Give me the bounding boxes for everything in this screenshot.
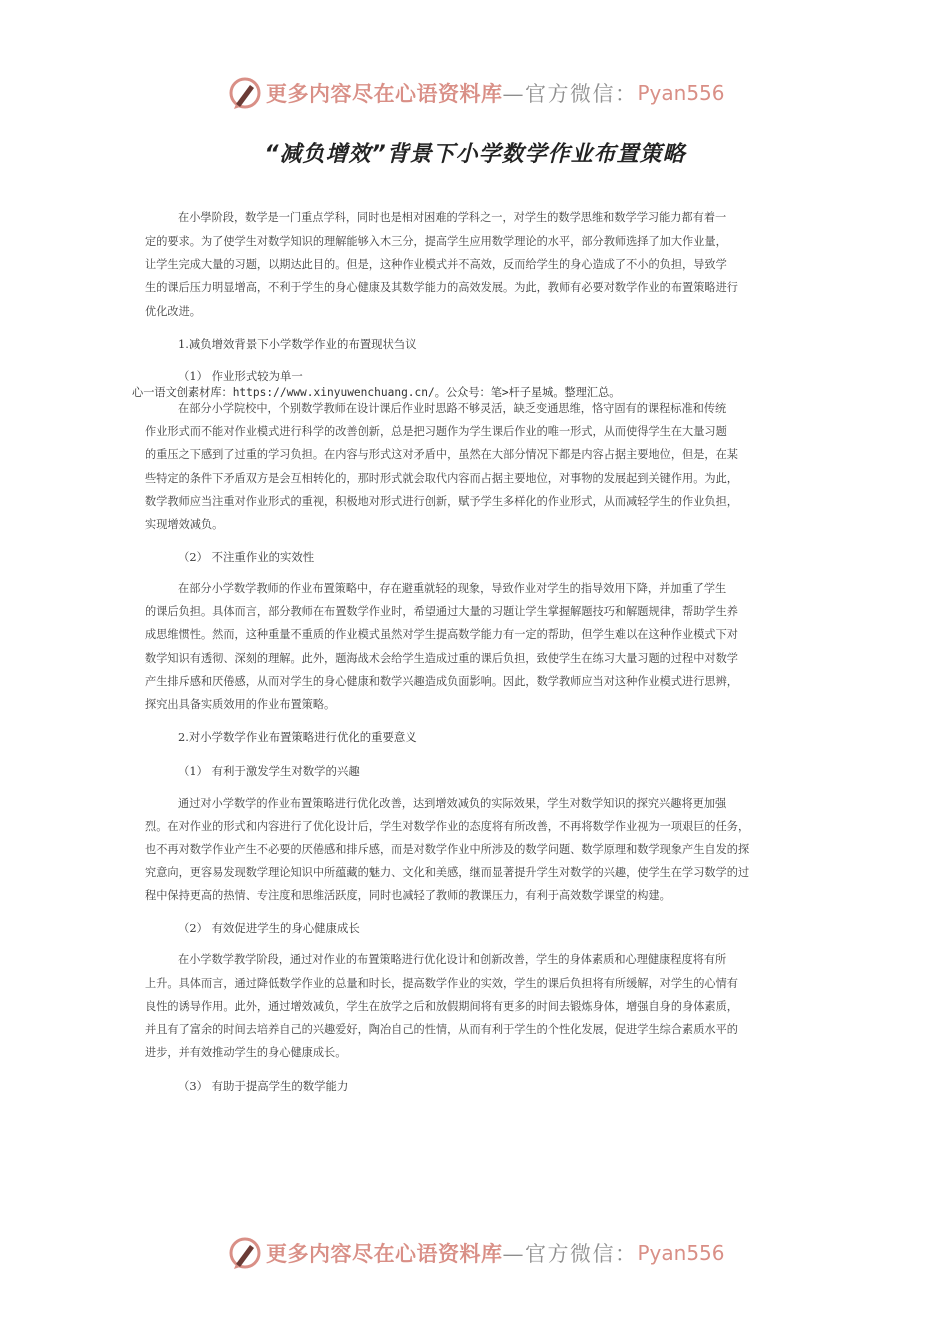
document-title: “减负增效”背景下小学数学作业布置策略 [264, 142, 686, 167]
body-line: 产生排斥感和厌倦感，从而对学生的身心健康和数学兴趣造成负面影响。因此，数学教师应当对这种作业模式进行思辨， [145, 675, 738, 688]
body-line: 优化改进。 [145, 305, 201, 318]
section-heading: 2.对小学数学作业布置策略进行优化的重要意义 [178, 730, 417, 744]
banner-content [228, 1233, 725, 1273]
body-line: 数学知识有透彻、深刻的理解。此外，题海战术会给学生造成过重的课后负担，致使学生在练习大量习题的过程中对数学 [145, 652, 738, 665]
body-line: 成思维惯性。然而，这种重量不重质的作业模式虽然对学生提高数学能力有一定的帮助，但学生难以在这种作业模式下对 [145, 628, 738, 641]
body-line: 的课后负担。具体而言，部分教师在布置数学作业时，希望通过大量的习题让学生掌握解题技巧和解题规律，帮助学生养 [145, 605, 738, 618]
banner-content [228, 73, 725, 113]
header-banner [0, 73, 950, 113]
banner-main-text: 更多内容尽在心语资料库 [266, 1241, 503, 1266]
body-line: 实现增效减负。 [145, 518, 224, 531]
body-line: 让学生完成大量的习题，以期达此目的。但是，这种作业模式并不高效，反而给学生的身心造成了不小的负担，导致学 [145, 258, 727, 271]
body-line: 的重压之下感到了过重的学习负担。在内容与形式这对矛盾中，虽然在大部分情况下都是内容占据主要地位，但是，在某 [145, 448, 738, 461]
body-line: 定的要求。为了使学生对数学知识的理解能够入木三分，提高学生应用数学理论的水平，部分教师选择了加大作业量， [145, 235, 727, 248]
banner-wechat-handle: Pyan556 [637, 81, 725, 105]
body-line: 作业形式而不能对作业模式进行科学的改善创新，总是把习题作为学生课后作业的唯一形式，从而使得学生在大量习题 [145, 425, 727, 438]
body-line: 通过对小学数学的作业布置策略进行优化改善，达到增效减负的实际效果，学生对数学知识的探究兴趣将更加强 [178, 797, 727, 810]
banner-wechat-handle: Pyan556 [637, 1241, 725, 1265]
body-line: 良性的诱导作用。此外，通过增效减负，学生在放学之后和放假期间将有更多的时间去锻炼身体，增强自身的身体素质， [145, 1000, 738, 1013]
body-line: 上升。具体而言，通过降低数学作业的总量和时长，提高数学作业的实效，学生的课后负担将有所缓解，对学生的心情有 [145, 977, 738, 990]
body-line: 数学教师应当注重对作业形式的重视，积极地对形式进行创新，赋予学生多样化的作业形式，从而减轻学生的作业负担， [145, 495, 738, 508]
body-line: 探究出具备实质效用的作业布置策略。 [145, 698, 336, 711]
body-line: 烈。在对作业的形式和内容进行了优化设计后，学生对数学作业的态度将有所改善，不再将数学作业视为一项艰巨的任务， [145, 820, 750, 833]
body-line: 些特定的条件下矛盾双方是会互相转化的，那时形式就会取代内容而占据主要地位，对事物的发展起到关键作用。为此， [145, 472, 738, 485]
subsection-heading: （2） 不注重作业的实效性 [178, 550, 315, 564]
subsection-heading: （2） 有效促进学生的身心健康成长 [178, 921, 360, 935]
body-line: 程中保持更高的热情、专注度和思维活跃度，同时也减轻了教师的教课压力，有利于高效数学课堂的构建。 [145, 889, 671, 902]
body-line: 究意向，更容易发现数学理论知识中所蕴藏的魅力、文化和美感，继而显著提升学生对数学的兴趣，使学生在学习数学的过 [145, 866, 750, 879]
body-line: 在小学数学教学阶段，通过对作业的布置策略进行优化设计和创新改善，学生的身体素质和心理健康程度将有所 [178, 953, 727, 966]
banner-wechat-label: —官方微信： [502, 82, 638, 106]
subsection-heading: （1） 有利于激发学生对数学的兴趣 [178, 764, 360, 778]
pen-logo-icon [228, 76, 262, 110]
body-line: 在小學阶段，数学是一门重点学科，同时也是相对困难的学科之一，对学生的数学思维和数学学习能力都有着一 [178, 211, 727, 224]
pen-logo-icon [228, 1236, 262, 1270]
body-line: 并且有了富余的时间去培养自己的兴趣爱好，陶冶自己的性情，从而有利于学生的个性化发展，促进学生综合素质水平的 [145, 1023, 738, 1036]
body-line: 在部分小学院校中，个别数学教师在设计课后作业时思路不够灵活，缺乏变通思维，恪守固有的课程标准和传统 [178, 402, 727, 415]
body-line: 进步，并有效推动学生的身心健康成长。 [145, 1046, 347, 1059]
subsection-heading: （3） 有助于提高学生的数学能力 [178, 1079, 349, 1093]
banner-wechat-label: —官方微信： [502, 1242, 638, 1266]
body-line: 生的课后压力明显增高，不利于学生的身心健康及其数学能力的高效发展。为此，教师有必要对数学作业的布置策略进行 [145, 281, 738, 294]
footer-banner [0, 1233, 950, 1273]
source-notice: 心一语文创素材库：https://www.xinyuwenchuang.cn/。公众号：笔>杆子星城。整理汇总。 [132, 386, 621, 399]
body-line: 也不再对数学作业产生不必要的厌倦感和排斥感，而是对数学作业中所涉及的数学问题、数学原理和数学现象产生自发的探 [145, 843, 750, 856]
section-heading: 1.减负增效背景下小学数学作业的布置现状刍议 [178, 337, 417, 351]
banner-main-text: 更多内容尽在心语资料库 [266, 81, 503, 106]
subsection-heading: （1） 作业形式较为单一 [178, 369, 303, 383]
body-line: 在部分小学数学教师的作业布置策略中，存在避重就轻的现象，导致作业对学生的指导效用下降，并加重了学生 [178, 582, 727, 595]
